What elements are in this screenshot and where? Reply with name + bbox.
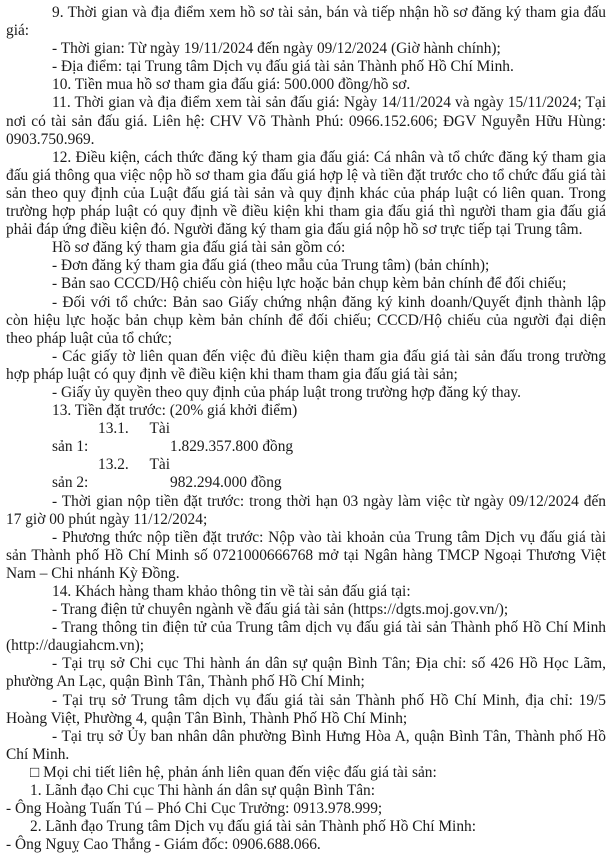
section-11: 11. Thời gian và địa điểm xem tài sản đấu giá: Ngày 14/11/2024 và ngày 15/11/2024; Tại nơi có tài sản đấu giá. Liên hệ: CHV Võ Thành Phú: 0966.152.606; ĐGV Nguyễn Hữu Hùng: 0903.750.969. <box>6 94 606 148</box>
doc-item: - Đơn đăng ký tham gia đấu giá (theo mẫu của Trung tâm) (bản chính); <box>52 257 490 275</box>
deposit-asset-2 <box>6 456 606 492</box>
section-9-place: - Địa điểm: tại Trung tâm Dịch vụ đấu giá tài sản Thành phố Hồ Chí Minh. <box>52 58 514 76</box>
info-source-item: - Tại trụ sở Trung tâm dịch vụ đấu giá tài sản Thành phố Hồ Chí Minh, địa chỉ: 19/5 Hoàng Việt, Phường 4, quận Tân Bình, Thành Phố Hồ Chí Minh; <box>6 691 606 727</box>
deposit-method: - Phương thức nộp tiền đặt trước: Nộp vào tài khoản của Trung tâm Dịch vụ đấu giá tài sản Thành phố Hồ Chí Minh số 0721000666768 mở tại Ngân hàng TMCP Ngoại Thương Việt Nam – Chi nhánh Kỳ Đồng. <box>6 528 606 582</box>
section-13-heading: 13. Tiền đặt trước: (20% giá khởi điểm) <box>52 402 298 420</box>
info-source-item: - Tại trụ sở Chi cục Thi hành án dân sự quận Bình Tân; Địa chỉ: số 426 Hồ Học Lãm, phường An Lạc, quận Bình Tân, Thành phố Hồ Chí Minh; <box>6 655 606 691</box>
deposit-asset-1-label: 13.1. Tài sản 1: <box>52 420 170 456</box>
section-12: 12. Điều kiện, cách thức đăng ký tham gia đấu giá: Cá nhân và tổ chức đăng ký tham gia đấu giá thông qua việc nộp hồ sơ tham gia đấu giá hợp lệ và tiền đặt trước cho tổ chức đấu giá tài sản theo quy định của Luật đấu giá tài sản và quy định khác của pháp luật có liên quan. Trong trường hợp pháp luật có quy định về điều kiện khi tham gia đấu giá thì người tham gia đấu giá phải đáp ứng điều kiện đó. Người đăng ký tham gia đấu giá nộp hồ sơ trực tiếp tại Trung tâm. <box>6 148 606 239</box>
contact-lead-2: 2. Lãnh đạo Trung tâm Dịch vụ đấu giá tài sản Thành phố Hồ Chí Minh: <box>30 818 477 836</box>
section-9-time: - Thời gian: Từ ngày 19/11/2024 đến ngày 09/12/2024 (Giờ hành chính); <box>52 40 501 58</box>
info-source-item: - Trang thông tin điện tử của Trung tâm dịch vụ đấu giá tài sản Thành phố Hồ Chí Minh (http://daugiahcm.vn); <box>6 619 606 655</box>
section-12-docs-heading: Hồ sơ đăng ký tham gia đấu giá tài sản gồm có: <box>52 239 346 257</box>
deposit-asset-1-amount: 1.829.357.800 đồng <box>170 438 294 456</box>
doc-item: - Các giấy tờ liên quan đến việc đủ điều kiện tham gia đấu giá tài sản đấu trong trường hợp pháp luật có quy định về điều kiện khi tham tham gia đấu giá tài sản; <box>6 347 606 383</box>
doc-item: - Đối với tổ chức: Bản sao Giấy chứng nhận đăng ký kinh doanh/Quyết định thành lập còn hiệu lực hoặc bản chụp kèm bản chính để đối chiếu; CCCD/Hộ chiếu của người đại diện theo pháp luật của tổ chức; <box>6 293 606 347</box>
section-14-heading: 14. Khách hàng tham khảo thông tin về tài sản đấu giá tại: <box>52 583 411 600</box>
info-source-item: - Tại trụ sở Ủy ban nhân dân phường Bình Hưng Hòa A, quận Bình Tân, Thành phố Hồ Chí Minh. <box>6 727 606 763</box>
deposit-asset-1 <box>6 420 606 456</box>
deposit-deadline: - Thời gian nộp tiền đặt trước: trong thời hạn 03 ngày làm việc từ ngày 09/12/2024 đến 17 giờ 00 phút ngày 11/12/2024; <box>6 492 606 528</box>
contact-lead-1-person: - Ông Hoàng Tuấn Tú – Phó Chi Cục Trưởng: 0913.978.999; <box>6 800 383 818</box>
doc-item: - Giấy ủy quyền theo quy định của pháp luật trong trường hợp đăng ký thay. <box>52 383 522 401</box>
doc-item: - Bản sao CCCD/Hộ chiếu còn hiệu lực hoặc bản chụp kèm bản chính để đối chiếu; <box>52 275 567 293</box>
contact-lead-2-person: - Ông Nguỵ Cao Thắng - Giám đốc: 0906.688.066. <box>6 836 321 854</box>
info-source-item: - Trang điện tử chuyên ngành về đấu giá tài sản (https://dgts.moj.gov.vn/); <box>52 601 509 619</box>
contact-lead-1: 1. Lãnh đạo Chi cục Thi hành án dân sự quận Bình Tân: <box>30 782 376 800</box>
deposit-asset-2-amount: 982.294.000 đồng <box>170 474 282 492</box>
document-page <box>6 4 606 854</box>
section-10: 10. Tiền mua hồ sơ tham gia đấu giá: 500.000 đồng/hồ sơ. <box>52 76 411 94</box>
contacts-heading: □ Mọi chi tiết liên hệ, phản ánh liên quan đến việc đấu giá tài sản: <box>30 763 437 781</box>
section-9-heading: 9. Thời gian và địa điểm xem hồ sơ tài sản, bán và tiếp nhận hồ sơ đăng ký tham gia đấu giá: <box>6 4 606 40</box>
deposit-asset-2-label: 13.2. Tài sản 2: <box>52 456 170 492</box>
